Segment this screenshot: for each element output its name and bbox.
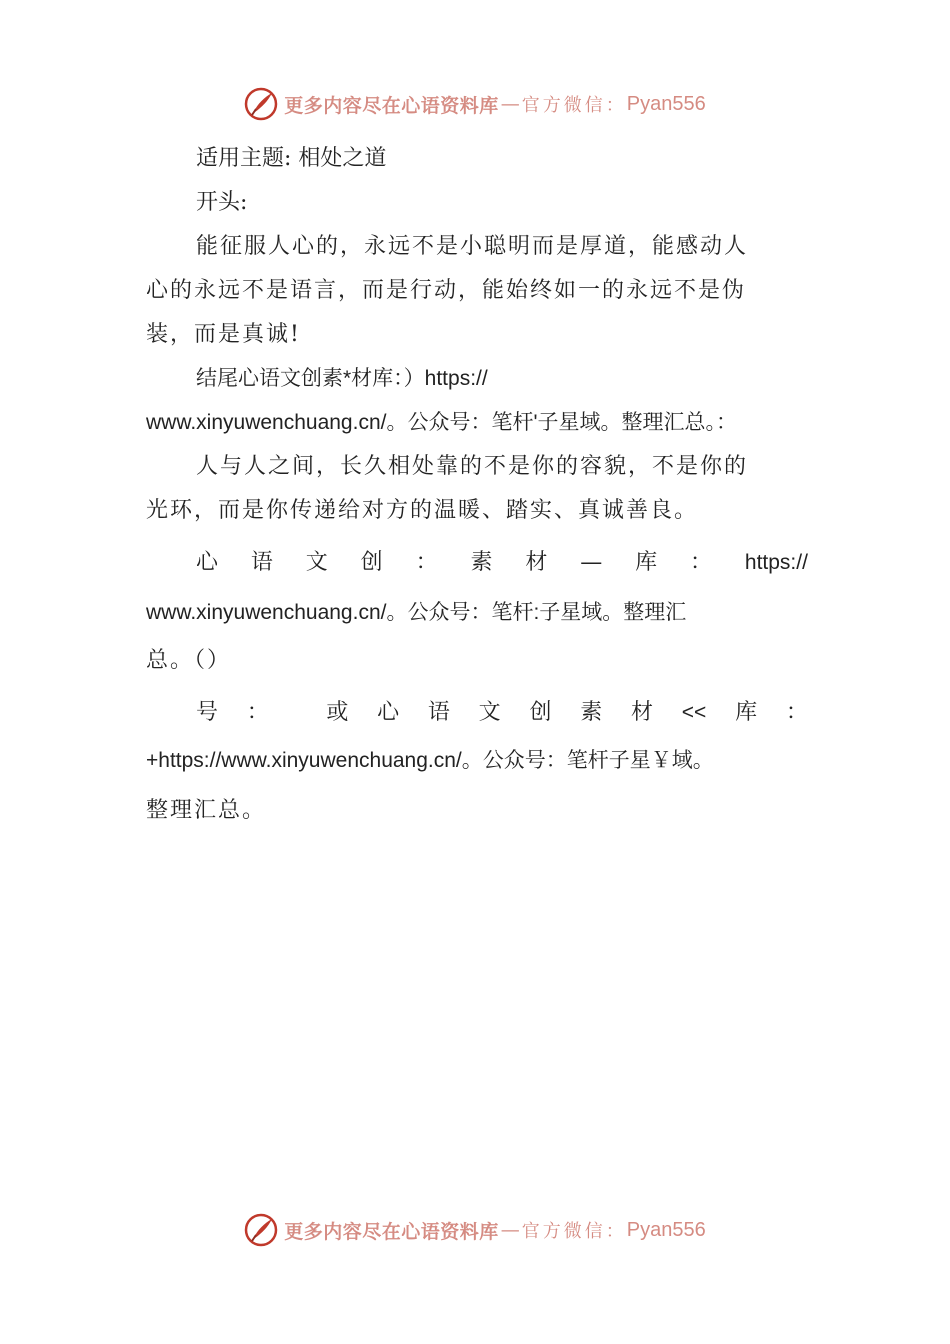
footer-banner xyxy=(0,1210,950,1250)
banner-wechat-label: 官方微信： xyxy=(521,1221,627,1242)
spread-2-line-2 xyxy=(146,746,808,776)
spread-2-char: 或 xyxy=(326,700,349,725)
spread-2-char: 语 xyxy=(427,700,450,725)
spread-2-char: 创 xyxy=(529,700,552,725)
spread-2-char: 号 xyxy=(196,700,219,725)
opening-label: 开头: xyxy=(196,190,248,215)
banner-title: 更多内容尽在心语资料库 xyxy=(284,1220,499,1243)
spread-1-char: 创 xyxy=(360,550,383,575)
banner-wechat-id: Pyan556 xyxy=(626,92,706,115)
header-banner xyxy=(0,84,950,124)
spread-1-char: ： xyxy=(690,550,713,575)
banner-dash: — xyxy=(500,93,520,115)
spread-line-1 xyxy=(196,548,808,578)
banner-title: 更多内容尽在心语资料库 xyxy=(284,94,499,117)
banner-dash: — xyxy=(500,1219,520,1241)
spread-1-char: 心 xyxy=(196,550,219,575)
spread-1-char: 素 xyxy=(470,550,493,575)
spread-1-char: 语 xyxy=(250,550,273,575)
banner-wechat-id: Pyan556 xyxy=(626,1218,706,1241)
theme-line: 适用主题: 相处之道 xyxy=(196,146,387,171)
spread-2-char: 库 xyxy=(735,700,758,725)
paragraph-2-line-1: 人与人之间，长久相处靠的不是你的容貌，不是你的 xyxy=(196,454,749,479)
spread-2-char: ： xyxy=(785,700,808,725)
paragraph-1-line-3: 装，而是真诚! xyxy=(146,322,301,347)
spread-1-char: 库 xyxy=(635,550,658,575)
spread-2-char: 心 xyxy=(377,700,400,725)
spread-1-char: 材 xyxy=(525,550,548,575)
banner-wechat-label: 官方微信： xyxy=(521,95,627,116)
paragraph-1-line-1: 能征服人心的，永远不是小聪明而是厚道，能感动人 xyxy=(196,234,749,259)
spread-1-char: ： xyxy=(415,550,438,575)
spread-2-char: 素 xyxy=(580,700,603,725)
spread-2-char: 文 xyxy=(478,700,501,725)
spread-1-line-2 xyxy=(146,598,808,628)
ending-line-1: 结尾心语文创素*材库：）https:// xyxy=(196,367,488,390)
spread-1-line-3: 总。（） xyxy=(146,648,232,673)
paragraph-2-line-2: 光环，而是你传递给对方的温暖、踏实、真诚善良。 xyxy=(146,498,699,523)
spread-1-line-2-text: www.xinyuwenchuang.cn/。公众号：笔杆:子星域。整理汇 xyxy=(146,601,687,624)
spread-2-char: 材 xyxy=(631,700,654,725)
paragraph-1-line-2: 心的永远不是语言，而是行动，能始终如一的永远不是伪 xyxy=(146,278,747,303)
spread-2-char: << xyxy=(681,701,707,724)
spread-1-char: — xyxy=(580,550,603,575)
spread-line-2 xyxy=(196,698,808,728)
spread-2-line-2-text: +https://www.xinyuwenchuang.cn/。公众号：笔杆子星￥域。 xyxy=(146,749,714,772)
ending-line-2: www.xinyuwenchuang.cn/。公众号：笔杆'子星域。整理汇总。： xyxy=(146,411,737,434)
quill-logo-icon xyxy=(244,87,278,121)
spread-2-char: ： xyxy=(246,700,269,725)
spread-1-char: https:// xyxy=(744,551,808,574)
spread-1-char: 文 xyxy=(305,550,328,575)
quill-logo-icon xyxy=(244,1213,278,1247)
spread-2-line-3: 整理汇总。 xyxy=(146,798,267,823)
